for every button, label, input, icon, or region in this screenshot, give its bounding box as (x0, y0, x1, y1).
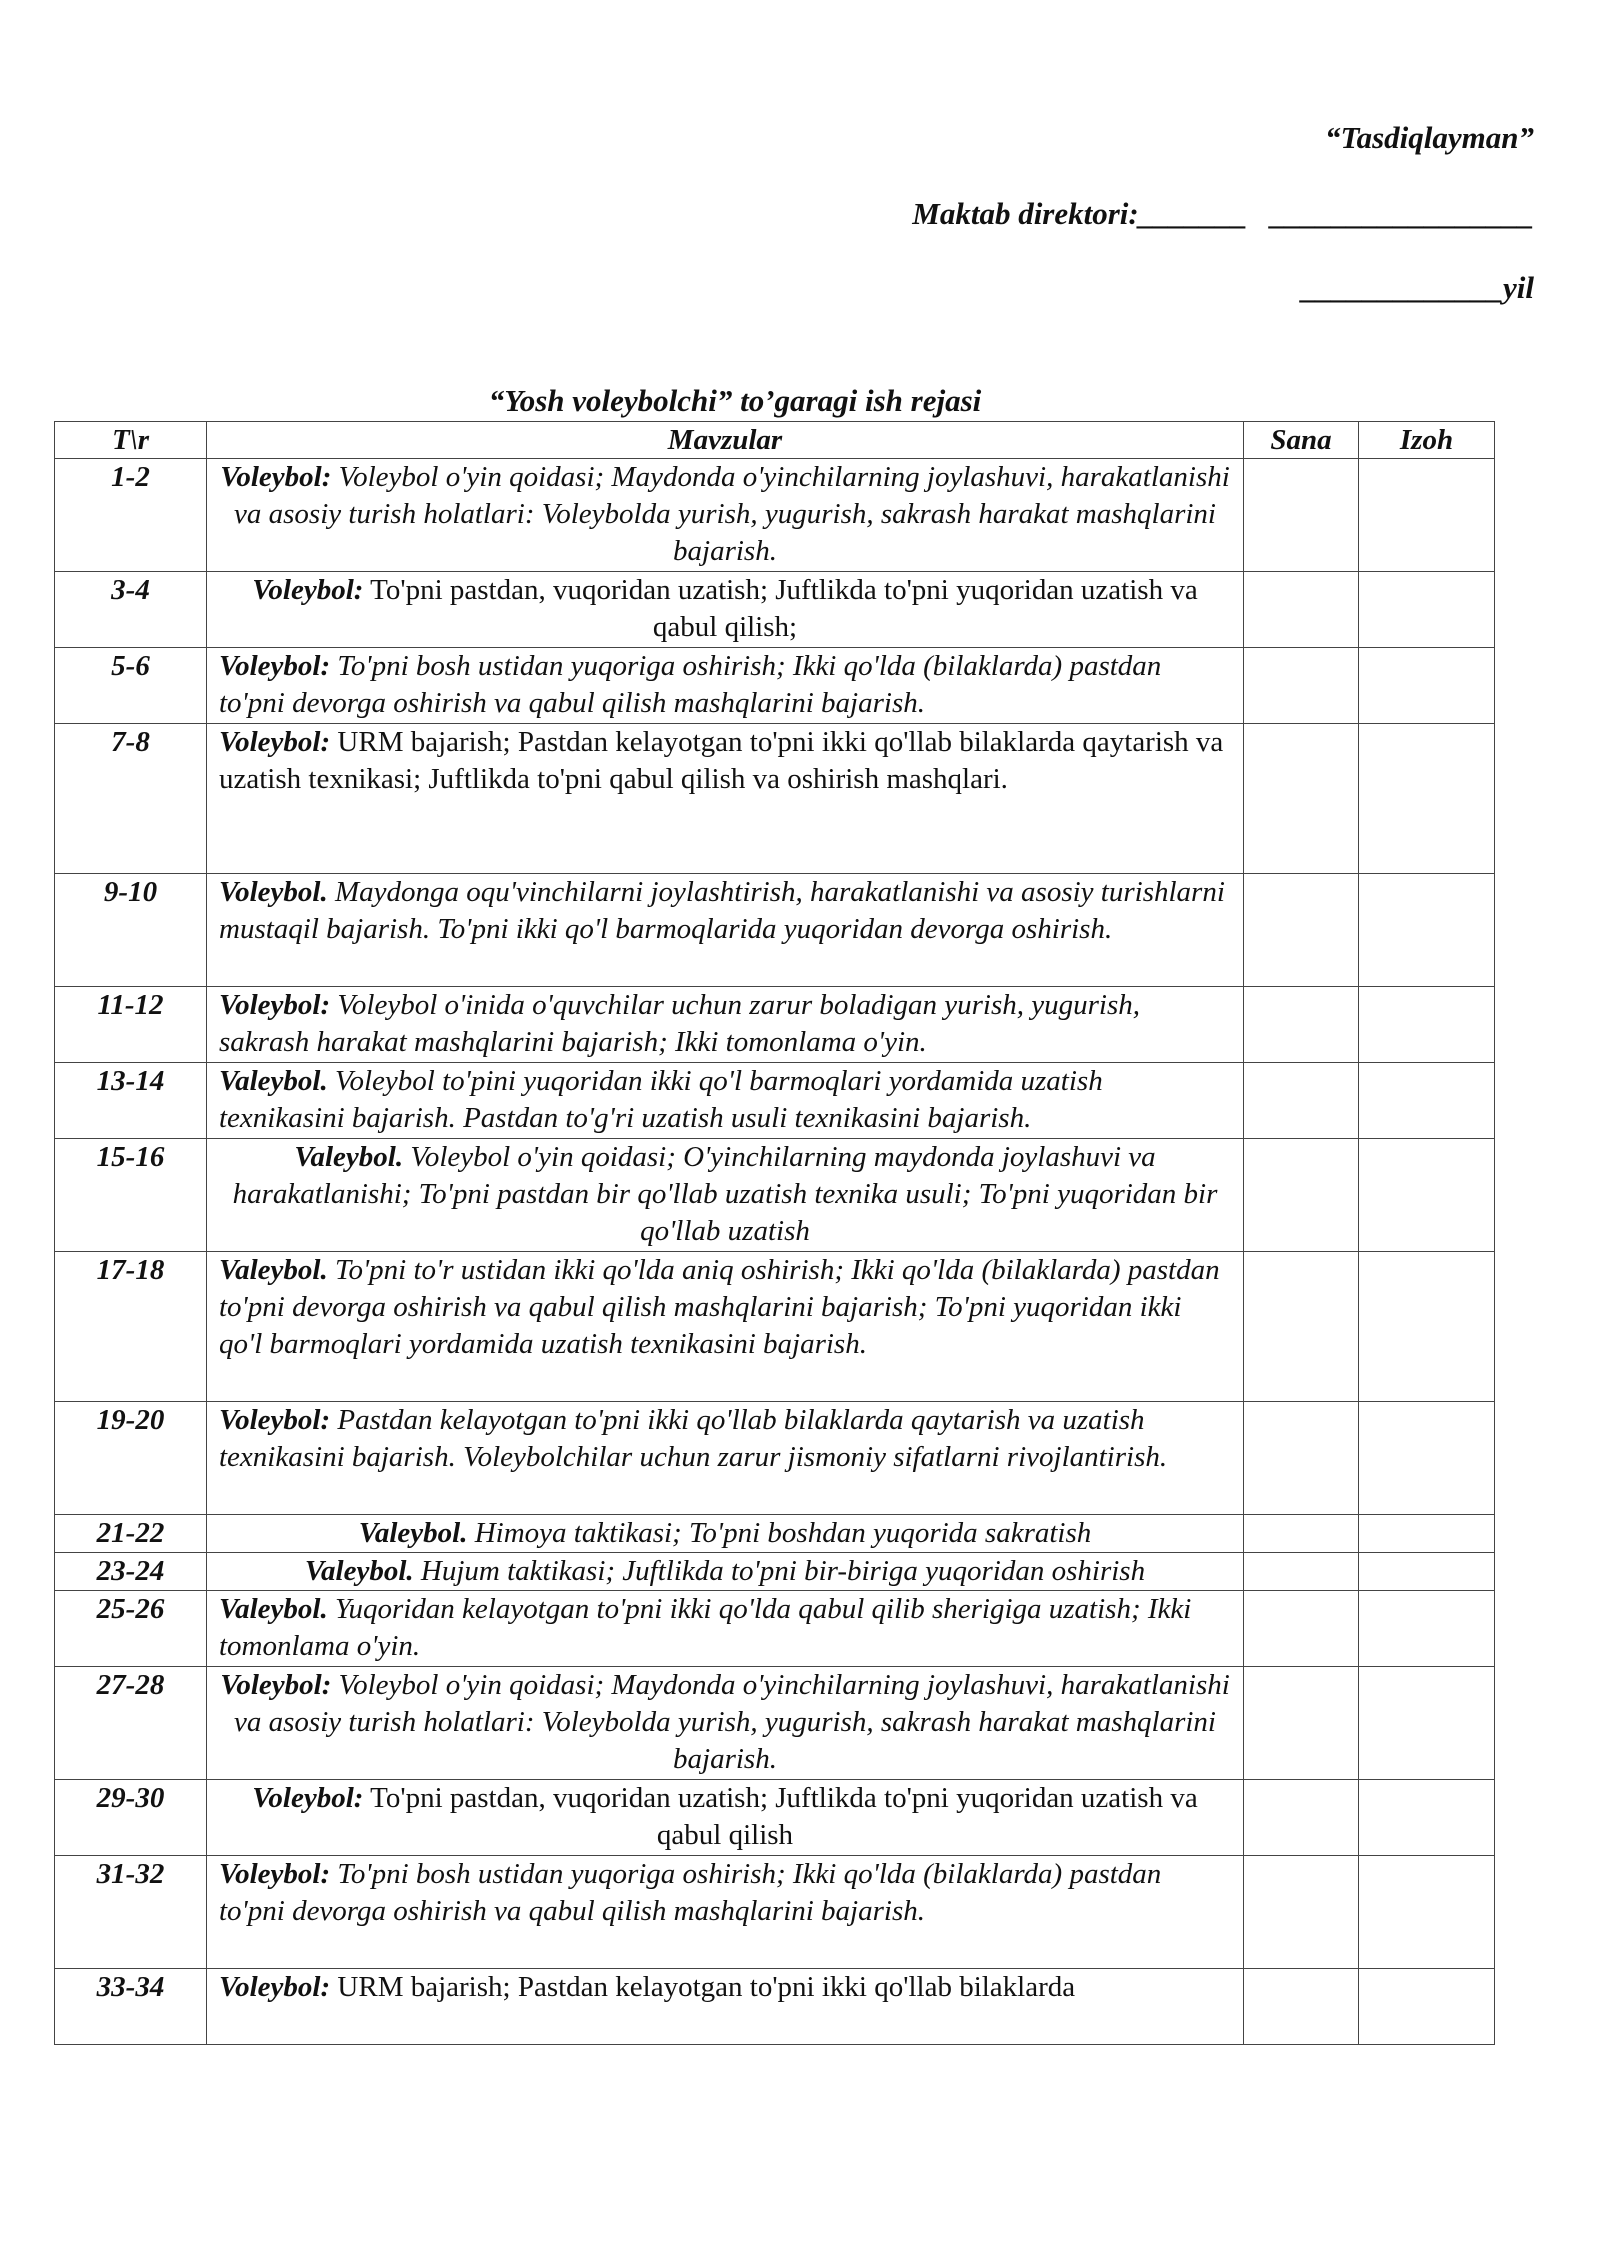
year-line: _____________yil (1301, 270, 1534, 305)
topic-text: To'pni bosh ustidan yuqoriga oshirish; Ikki qo'lda (bilaklarda) pastdan to'pni devorga oshirish va qabul qilish mashqlarini bajarish. (219, 650, 1162, 719)
work-plan-table (54, 421, 1495, 2045)
topic-label: Voleybol: (252, 574, 364, 606)
topic-text: To'pni bosh ustidan yuqoriga oshirish; Ikki qo'lda (bilaklarda) pastdan to'pni devorga oshirish va qabul qilish mashqlarini bajarish. (219, 1858, 1162, 1927)
row-date-cell (1244, 724, 1359, 874)
topic-text: Pastdan kelayotgan to'pni ikki qo'llab bilaklarda qaytarish va uzatish texnikasini bajarish. Voleybolchilar uchun zarur jismoniy sifatlarni rivojlantirish. (219, 1404, 1168, 1473)
row-date-cell (1244, 1667, 1359, 1780)
row-topic (207, 1856, 1244, 1969)
row-note-cell (1359, 1553, 1495, 1591)
topic-text: To'pni pastdan, vuqoridan uzatish; Juftlikda to'pni yuqoridan uzatish va qabul qilish (363, 1782, 1198, 1851)
row-topic (207, 987, 1244, 1063)
table-row (55, 1856, 1495, 1969)
row-date-cell (1244, 648, 1359, 724)
row-topic (207, 648, 1244, 724)
row-topic (207, 1591, 1244, 1667)
row-note-cell (1359, 1856, 1495, 1969)
row-note-cell (1359, 874, 1495, 987)
topic-text: Hujum taktikasi; Juftlikda to'pni bir-biriga yuqoridan oshirish (413, 1555, 1146, 1587)
row-date-cell (1244, 1515, 1359, 1553)
table-row (55, 1553, 1495, 1591)
row-topic (207, 1780, 1244, 1856)
row-number: 19-20 (55, 1402, 207, 1515)
topic-text: Voleybol to'pini yuqoridan ikki qo'l barmoqlari yordamida uzatish texnikasini bajarish. Pastdan to'g'ri uzatish usuli texnikasini bajarish. (219, 1065, 1103, 1134)
table-row (55, 1667, 1495, 1780)
topic-label: Valeybol. (219, 1254, 328, 1286)
row-number: 7-8 (55, 724, 207, 874)
row-note-cell (1359, 1252, 1495, 1402)
topic-text: URM bajarish; Pastdan kelayotgan to'pni ikki qo'llab bilaklarda qaytarish va uzatish texnikasi; Juftlikda to'pni qabul qilish va oshirish mashqlari. (219, 726, 1224, 795)
topic-label: Voleybol: (220, 1669, 332, 1701)
table-row (55, 1591, 1495, 1667)
row-date-cell (1244, 1856, 1359, 1969)
row-note-cell (1359, 1591, 1495, 1667)
plan-title: “Yosh voleybolchi” to’garagi ish rejasi (488, 383, 982, 418)
row-number: 11-12 (55, 987, 207, 1063)
row-number: 13-14 (55, 1063, 207, 1139)
row-date-cell (1244, 1969, 1359, 2045)
row-date-cell (1244, 1591, 1359, 1667)
topic-label: Voleybol: (220, 461, 332, 493)
row-topic (207, 1667, 1244, 1780)
row-number: 9-10 (55, 874, 207, 987)
topic-text: Voleybol o'yin qoidasi; Maydonda o'yinchilarning joylashuvi, harakatlanishi va asosiy turish holatlari: Voleybolda yurish, yugurish, sakrash harakat mashqlarini bajarish. (234, 1669, 1230, 1775)
topic-label: Voleybol: (219, 989, 331, 1021)
row-topic (207, 1515, 1244, 1553)
table-body (55, 459, 1495, 2045)
table-row (55, 1515, 1495, 1553)
topic-label: Voleybol: (219, 1971, 331, 2003)
topic-label: Voleybol: (252, 1782, 364, 1814)
table-header-row (55, 422, 1495, 459)
table-row (55, 724, 1495, 874)
topic-label: Voleybol. (219, 876, 328, 908)
header-date: Sana (1244, 422, 1359, 459)
topic-label: Valeybol. (358, 1517, 468, 1549)
topic-text: Voleybol o'yin qoidasi; Maydonda o'yinchilarning joylashuvi, harakatlanishi va asosiy turish holatlari: Voleybolda yurish, yugurish, sakrash harakat mashqlarini bajarish. (234, 461, 1230, 567)
row-number: 31-32 (55, 1856, 207, 1969)
topic-label: Voleybol: (219, 650, 331, 682)
topic-text: To'pni pastdan, vuqoridan uzatish; Juftlikda to'pni yuqoridan uzatish va qabul qilish; (363, 574, 1198, 643)
topic-label: Valeybol. (294, 1141, 404, 1173)
row-date-cell (1244, 1553, 1359, 1591)
row-number: 33-34 (55, 1969, 207, 2045)
row-number: 1-2 (55, 459, 207, 572)
table-row (55, 1780, 1495, 1856)
row-date-cell (1244, 1402, 1359, 1515)
row-note-cell (1359, 1969, 1495, 2045)
header-num: T\r (55, 422, 207, 459)
row-topic (207, 572, 1244, 648)
row-note-cell (1359, 724, 1495, 874)
topic-label: Voleybol: (219, 1858, 331, 1890)
row-date-cell (1244, 1780, 1359, 1856)
table-row (55, 1969, 1495, 2045)
row-topic (207, 1139, 1244, 1252)
director-signature-line: Maktab direktori:_______ _________________ (912, 196, 1534, 231)
topic-label: Valeybol. (219, 1593, 328, 1625)
row-topic (207, 1252, 1244, 1402)
table-row (55, 1063, 1495, 1139)
table-row (55, 572, 1495, 648)
topic-text: Voleybol o'yin qoidasi; O'yinchilarning maydonda joylashuvi va harakatlanishi; To'pni pastdan bir qo'llab uzatish texnika usuli; To'pni yuqoridan bir qo'llab uzatish (232, 1141, 1218, 1247)
row-topic (207, 459, 1244, 572)
row-date-cell (1244, 1139, 1359, 1252)
table-row (55, 987, 1495, 1063)
approval-title: “Tasdiqlayman” (1325, 120, 1534, 155)
row-topic (207, 1063, 1244, 1139)
row-number: 15-16 (55, 1139, 207, 1252)
table-row (55, 459, 1495, 572)
row-topic (207, 1553, 1244, 1591)
row-topic (207, 724, 1244, 874)
header-note: Izoh (1359, 422, 1495, 459)
topic-text: URM bajarish; Pastdan kelayotgan to'pni ikki qo'llab bilaklarda (330, 1971, 1076, 2003)
topic-label: Voleybol: (219, 1404, 331, 1436)
topic-text: To'pni to'r ustidan ikki qo'lda aniq oshirish; Ikki qo'lda (bilaklarda) pastdan to'pni devorga oshirish va qabul qilish mashqlarini bajarish; To'pni yuqoridan ikki qo'l barmoqlari yordamida uzatish texnikasini bajarish. (219, 1254, 1220, 1360)
row-date-cell (1244, 572, 1359, 648)
table-row (55, 1402, 1495, 1515)
row-note-cell (1359, 572, 1495, 648)
table-row (55, 648, 1495, 724)
row-date-cell (1244, 1063, 1359, 1139)
row-topic (207, 874, 1244, 987)
row-note-cell (1359, 1402, 1495, 1515)
row-note-cell (1359, 987, 1495, 1063)
topic-text: Yuqoridan kelayotgan to'pni ikki qo'lda qabul qilib sherigiga uzatish; Ikki tomonlama o'yin. (219, 1593, 1192, 1662)
row-note-cell (1359, 1063, 1495, 1139)
row-topic (207, 1969, 1244, 2045)
row-note-cell (1359, 1515, 1495, 1553)
row-number: 17-18 (55, 1252, 207, 1402)
row-note-cell (1359, 648, 1495, 724)
row-date-cell (1244, 874, 1359, 987)
topic-text: Maydonga oqu'vinchilarni joylashtirish, harakatlanishi va asosiy turishlarni mustaqil bajarish. To'pni ikki qo'l barmoqlarida yuqoridan devorga oshirish. (219, 876, 1225, 945)
row-date-cell (1244, 987, 1359, 1063)
row-topic (207, 1402, 1244, 1515)
topic-text: Himoya taktikasi; To'pni boshdan yuqorida sakratish (467, 1517, 1092, 1549)
table-row (55, 1252, 1495, 1402)
row-number: 3-4 (55, 572, 207, 648)
topic-label: Valeybol. (219, 1065, 328, 1097)
topic-label: Voleybol: (219, 726, 331, 758)
row-date-cell (1244, 459, 1359, 572)
row-note-cell (1359, 459, 1495, 572)
header-topic: Mavzular (207, 422, 1244, 459)
row-date-cell (1244, 1252, 1359, 1402)
row-note-cell (1359, 1667, 1495, 1780)
row-number: 21-22 (55, 1515, 207, 1553)
row-number: 23-24 (55, 1553, 207, 1591)
row-number: 25-26 (55, 1591, 207, 1667)
row-number: 27-28 (55, 1667, 207, 1780)
topic-label: Valeybol. (304, 1555, 414, 1587)
row-number: 5-6 (55, 648, 207, 724)
row-note-cell (1359, 1780, 1495, 1856)
table-row (55, 1139, 1495, 1252)
topic-text: Voleybol o'inida o'quvchilar uchun zarur boladigan yurish, yugurish, sakrash harakat mashqlarini bajarish; Ikki tomonlama o'yin. (219, 989, 1141, 1058)
row-number: 29-30 (55, 1780, 207, 1856)
row-note-cell (1359, 1139, 1495, 1252)
table-row (55, 874, 1495, 987)
